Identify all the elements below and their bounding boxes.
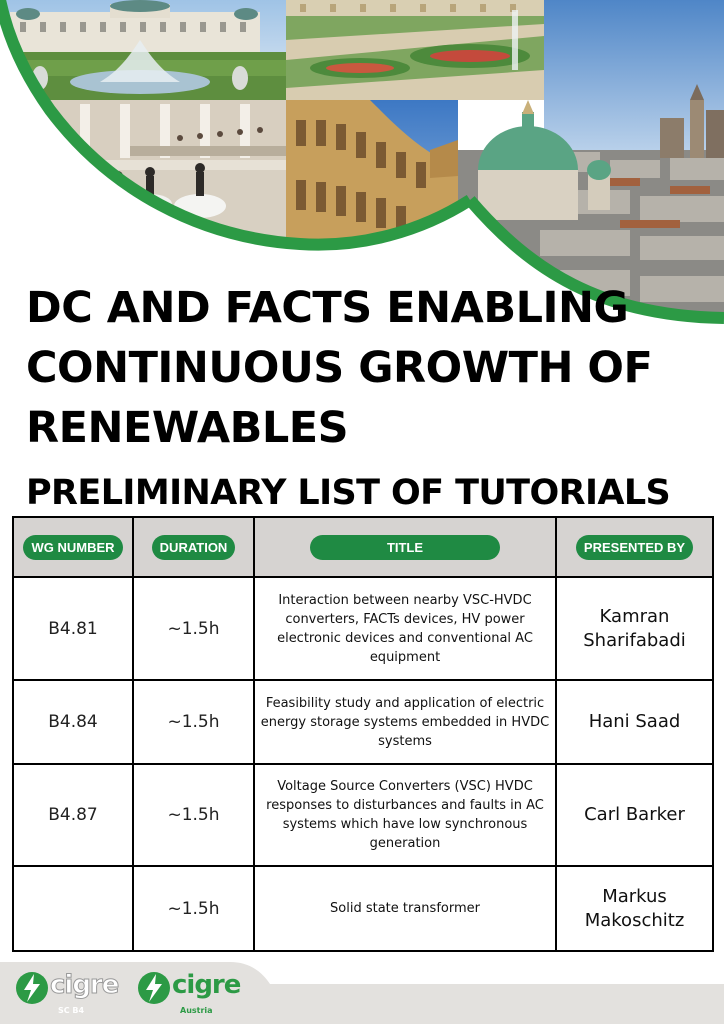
table-row <box>13 680 713 764</box>
headline-line-1: DC AND FACTS ENABLING <box>26 283 629 333</box>
wg-number-cell: B4.84 <box>13 680 133 764</box>
header-cell-title <box>254 517 556 577</box>
wg-number-cell <box>13 866 133 951</box>
cigre-emblem-icon <box>14 970 50 1006</box>
austria-label: Austria <box>180 1006 213 1015</box>
poster-headline <box>26 278 716 458</box>
headline-line-2: CONTINUOUS GROWTH OF <box>26 343 653 393</box>
cigre-sc-b4-logo <box>14 966 124 1022</box>
table-row <box>13 577 713 680</box>
presenter-cell: Carl Barker <box>556 764 713 866</box>
cigre-wordmark: cigre <box>172 970 241 1000</box>
cigre-emblem-icon <box>136 970 172 1006</box>
table-row <box>13 764 713 866</box>
cigre-austria-logo <box>136 966 246 1022</box>
header-cell-presenter <box>556 517 713 577</box>
title-cell: Solid state transformer <box>254 866 556 951</box>
table-row <box>13 866 713 951</box>
photo-palace-fountain <box>0 0 286 100</box>
header-wg-number: WG NUMBER <box>23 535 122 560</box>
wg-number-cell: B4.87 <box>13 764 133 866</box>
table-header-row <box>13 517 713 577</box>
header-presented-by: PRESENTED BY <box>576 535 693 560</box>
cigre-wordmark: cigre <box>50 970 119 1000</box>
tutorials-subheading: PRELIMINARY LIST OF TUTORIALS <box>26 473 671 513</box>
headline-line-3: RENEWABLES <box>26 403 349 453</box>
header-title: TITLE <box>310 535 500 560</box>
presenter-cell: Markus Makoschitz <box>556 866 713 951</box>
wg-number-cell: B4.81 <box>13 577 133 680</box>
presenter-cell: Hani Saad <box>556 680 713 764</box>
duration-cell: ~1.5h <box>133 866 254 951</box>
title-cell: Voltage Source Converters (VSC) HVDC responses to disturbances and faults in AC systems which have low synchronous generation <box>254 764 556 866</box>
duration-cell: ~1.5h <box>133 680 254 764</box>
sc-b4-label: SC B4 <box>58 1006 85 1015</box>
duration-cell: ~1.5h <box>133 764 254 866</box>
header-cell-duration <box>133 517 254 577</box>
tutorials-table <box>12 516 714 952</box>
duration-cell: ~1.5h <box>133 577 254 680</box>
title-cell: Interaction between nearby VSC-HVDC converters, FACTs devices, HV power electronic devices and conventional AC equipment <box>254 577 556 680</box>
header-cell-wg <box>13 517 133 577</box>
header-duration: DURATION <box>152 535 236 560</box>
presenter-cell: Kamran Sharifabadi <box>556 577 713 680</box>
photo-palace-garden <box>286 0 544 100</box>
title-cell: Feasibility study and application of electric energy storage systems embedded in HVDC systems <box>254 680 556 764</box>
